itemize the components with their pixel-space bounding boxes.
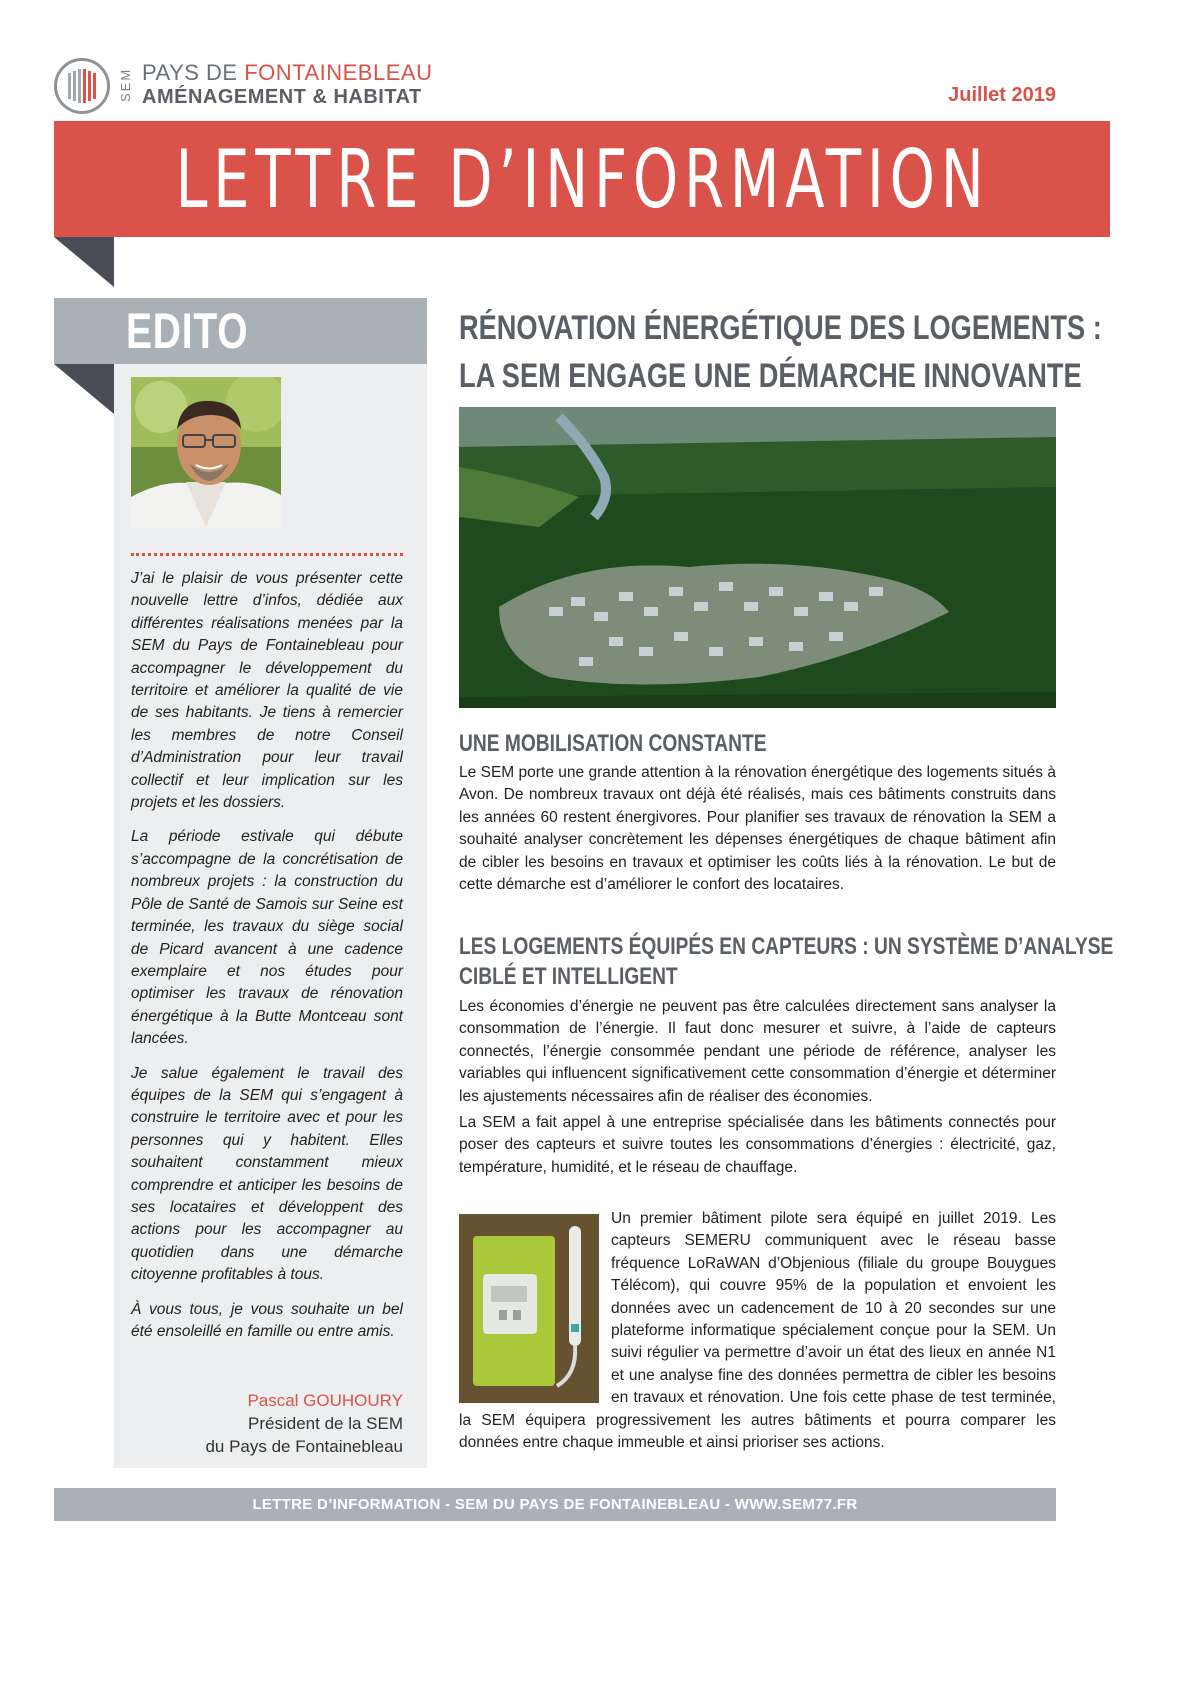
section2-paragraph-3-wrapper: [459, 1208, 1056, 1454]
footer-text: LETTRE D’INFORMATION - SEM DU PAYS DE FONTAINEBLEAU - WWW.SEM77.FR: [252, 1496, 858, 1513]
edito-paragraph: Je salue également le travail des équipes de la SEM qui s’engagent à construire le territoire avec et pour les personnes qui y habitent. Elles souhaitent constamment mieux comprendre et anticiper les besoins de ses locataires et développent des actions pour les accompagner au quotidien dans une démarche citoyenne profitables à tous.: [131, 1064, 403, 1284]
section2-heading: [459, 932, 1113, 992]
logo-icon: [54, 58, 110, 114]
edito-paragraph: La période estivale qui débute s’accompagne de la concrétisation de nombreux projets : la construction du Pôle de Santé de Samois sur Seine est terminée, les travaux du siège social de Picard avancent à une cadence exemplaire et nos études pour optimiser les travaux de rénovation énergétique à la Butte Montceau sont lancées.: [131, 828, 403, 1048]
edito-paragraph: À vous tous, je vous souhaite un bel été ensoleillé en famille ou entre amis.: [131, 1300, 403, 1340]
section2-heading-line1: LES LOGEMENTS ÉQUIPÉS EN CAPTEURS : UN SYSTÈME D’ANALYSE: [459, 933, 1114, 960]
section2-paragraph-2: La SEM a fait appel à une entreprise spécialisée dans les bâtiments connectés pour poser des capteurs et suivre toutes les consommations d’énergies : électricité, gaz, température, humidité, et le réseau de chauffage.: [459, 1114, 1056, 1176]
article-title-line1: RÉNOVATION ÉNERGÉTIQUE DES LOGEMENTS :: [459, 309, 1102, 347]
edito-heading: EDITO: [126, 303, 249, 359]
section2-paragraph-1: Les économies d’énergie ne peuvent pas être calculées directement sans analyser la consommation de l’énergie. Il faut donc mesurer et suivre, à l’aide de capteurs connectés, l’énergie consommée pendant une période de référence, analyser les variables qui influencent significativement cette consommation d’énergie et déterminer les ajustements nécessaires afin de réaliser des économies.: [459, 998, 1056, 1105]
org-name-line1: PAYS DE FONTAINEBLEAU: [142, 60, 433, 85]
photo-float-spacer: [459, 1208, 611, 1404]
section1-paragraph: Le SEM porte une grande attention à la rénovation énergétique des logements situés à Avon. De nombreux travaux ont déjà été réalisés, mais ces bâtiments construits dans les années 60 restent énergivores. Pour planifier ses travaux de rénovation la SEM a souhaité analyser concrètement les dépenses énergétiques de chaque bâtiment afin de cibler les besoins en travaux et optimiser les coûts liés à la rénovation. Le but de cette démarche est d’améliorer le confort des locataires.: [459, 764, 1056, 894]
section1-text: [459, 762, 1056, 896]
edito-fold-decoration: [54, 364, 114, 414]
footer-bar: [54, 1488, 1056, 1521]
issue-date: Juillet 2019: [948, 84, 1056, 106]
article-title: [459, 304, 1102, 400]
edito-heading-band: [54, 298, 427, 364]
edito-text: [131, 568, 403, 1355]
section2-paragraph-3: Un premier bâtiment pilote sera équipé en juillet 2019. Les capteurs SEMERU communiquent avec le réseau basse fréquence LoRaWAN d’Objenious (filiale du groupe Bouygues Télécom), qui couvre 95% de la population et envoient les données avec un cadencement de 10 à 20 secondes sur une plateforme informatique spécialement conçue pour la SEM. Un suivi régulier va permettre d’avoir un état des lieux en année N1 et une analyse fine des données permettra de cibler les besoins en travaux et rénovation. Une fois cette phase de test terminée, la SEM équipera progressivement les autres bâtiments et pourra comparer les données entre chaque immeuble et ainsi prioriser ses actions.: [459, 1210, 1056, 1452]
signature-role-line2: du Pays de Fontainebleau: [205, 1437, 403, 1456]
edito-dotted-divider: [131, 553, 403, 556]
section2-text: [459, 996, 1056, 1179]
aerial-photo: [459, 407, 1056, 708]
banner-fold-decoration: [54, 237, 114, 287]
section1-heading: UNE MOBILISATION CONSTANTE: [459, 730, 767, 757]
edito-signature: [131, 1389, 403, 1458]
title-banner: [54, 121, 1110, 237]
section2-heading-line2: CIBLÉ ET INTELLIGENT: [459, 963, 678, 990]
article-title-line2: LA SEM ENGAGE UNE DÉMARCHE INNOVANTE: [459, 357, 1082, 395]
signature-role-line1: Président de la SEM: [248, 1414, 403, 1433]
banner-title: LETTRE D’INFORMATION: [174, 132, 990, 226]
signature-name: Pascal GOUHOURY: [247, 1391, 403, 1410]
org-name-accent: FONTAINEBLEAU: [244, 60, 433, 85]
org-name-line2: AMÉNAGEMENT & HABITAT: [142, 86, 422, 108]
president-portrait-photo: [131, 377, 281, 528]
edito-paragraph: J’ai le plaisir de vous présenter cette nouvelle lettre d’infos, dédiée aux différentes réalisations menées par la SEM du Pays de Fontainebleau pour accompagner le développement du territoire et améliorer la qualité de vie de ses habitants. Je tiens à remercier les membres de notre Conseil d’Administration pour leur travail collectif et leur implication sur les projets et les dossiers.: [131, 570, 403, 812]
logo-sem-label: SEM: [118, 67, 133, 103]
